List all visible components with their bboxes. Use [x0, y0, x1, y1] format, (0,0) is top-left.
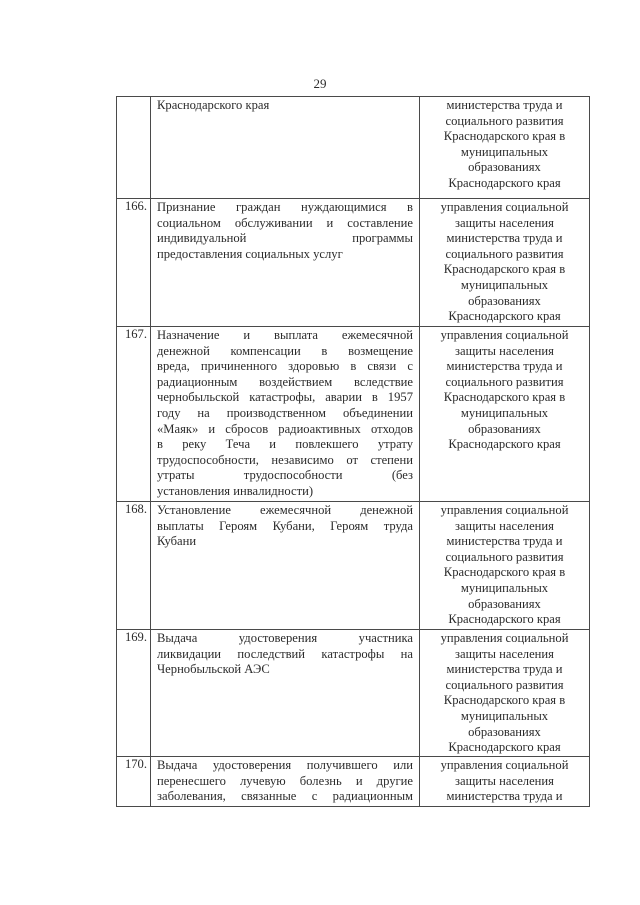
responsible-body [420, 630, 590, 757]
text-line: предоставления социальных услуг [157, 246, 343, 261]
service-name [151, 757, 420, 807]
text-line: защиты населения [455, 518, 554, 533]
text-line: образованиях [468, 724, 541, 739]
row-number: 166. [117, 199, 151, 327]
text-line: муниципальных [460, 405, 549, 420]
text-line: защиты населения [455, 773, 554, 788]
text-line: министерства труда и [446, 534, 563, 549]
row-number [117, 97, 151, 199]
text-line: Краснодарского края [448, 309, 561, 324]
text-line: установления инвалидности) [157, 483, 314, 498]
service-name [151, 327, 420, 502]
text-line: Краснодарского края [448, 740, 561, 755]
text-line: управления социальной [440, 503, 569, 517]
text-line: году на производственном объединении [157, 405, 413, 420]
text-line: Краснодарского края в [443, 693, 566, 708]
text-line: муниципальных [460, 708, 549, 723]
text-line: социального развития [445, 549, 564, 564]
text-line: заболевания, связанные с радиационным [157, 789, 413, 804]
responsible-body [420, 502, 590, 630]
service-name [151, 97, 420, 199]
text-line: социального развития [445, 246, 564, 261]
text-line: в реку Теча и повлекшего утрату [157, 437, 413, 452]
text-line: муниципальных [460, 580, 549, 595]
text-line: «Маяк» и сбросов радиоактивных отходов [157, 421, 413, 436]
text-line: Краснодарского края в [443, 262, 566, 277]
row-number: 170. [117, 757, 151, 807]
text-line: Краснодарского края [448, 175, 561, 190]
text-line: выплаты Героям Кубани, Героям труда [157, 518, 413, 533]
text-line: образованиях [468, 421, 541, 436]
table-row [117, 757, 590, 807]
text-line: индивидуальной программы [157, 231, 413, 246]
text-line: перенесшего лучевую болезнь и другие [157, 773, 413, 788]
text-line: министерства труда и [446, 231, 563, 246]
text-line: образованиях [468, 596, 541, 611]
responsible-body [420, 199, 590, 327]
text-line: образованиях [468, 160, 541, 175]
text-line: управления социальной [440, 328, 569, 342]
services-table [116, 96, 590, 807]
text-line: Назначение и выплата ежемесячной [157, 328, 413, 342]
row-number: 168. [117, 502, 151, 630]
text-line: министерства труда и [446, 98, 563, 112]
table-row [117, 502, 590, 630]
text-line: Установление ежемесячной денежной [157, 503, 413, 517]
text-line: ликвидации последствий катастрофы на [157, 646, 413, 661]
text-line: защиты населения [455, 646, 554, 661]
responsible-body [420, 97, 590, 199]
text-line: управления социальной [440, 758, 569, 772]
text-line: радиационным воздействием вследствие [157, 374, 413, 389]
responsible-body [420, 327, 590, 502]
text-line: муниципальных [460, 277, 549, 292]
row-number: 169. [117, 630, 151, 757]
text-line: вреда, причиненного здоровью в связи с [157, 359, 413, 374]
text-line: муниципальных [460, 144, 549, 159]
text-line: Краснодарского края в [443, 565, 566, 580]
text-line: защиты населения [455, 343, 554, 358]
text-line: Выдача удостоверения получившего или [157, 758, 413, 772]
text-line: защиты населения [455, 215, 554, 230]
text-line: социального развития [445, 677, 564, 692]
text-line: трудоспособности, независимо от степени [157, 452, 413, 467]
row-number: 167. [117, 327, 151, 502]
service-name [151, 502, 420, 630]
text-line: социального развития [445, 374, 564, 389]
table-row [117, 97, 590, 199]
table-row [117, 630, 590, 757]
text-line: Признание граждан нуждающимися в [157, 200, 413, 214]
text-line: денежной компенсации в возмещение [157, 343, 413, 358]
text-line: образованиях [468, 293, 541, 308]
text-line: Кубани [157, 534, 197, 549]
service-name [151, 630, 420, 757]
page-number: 29 [313, 76, 327, 91]
text-line: управления социальной [440, 200, 569, 214]
text-line: Чернобыльской АЭС [157, 662, 270, 677]
text-line: Краснодарского края [448, 612, 561, 627]
text-line: министерства труда и [446, 662, 563, 677]
text-line: Краснодарского края [448, 437, 561, 452]
service-name [151, 199, 420, 327]
table-row [117, 327, 590, 502]
text-line: Выдача удостоверения участника [157, 631, 413, 645]
text-line: Краснодарского края в [443, 390, 566, 405]
text-line: чернобыльской катастрофы, аварии в 1957 [157, 390, 413, 405]
responsible-body [420, 757, 590, 807]
text-line: управления социальной [440, 631, 569, 645]
table-row [117, 199, 590, 327]
text-line: Краснодарского края [157, 98, 270, 112]
text-line: социальном обслуживании и составление [157, 215, 413, 230]
text-line: министерства труда и [446, 359, 563, 374]
text-line: министерства труда и [446, 789, 563, 804]
text-line: социального развития [445, 113, 564, 128]
text-line: Краснодарского края в [443, 129, 566, 144]
text-line: утраты трудоспособности (без [157, 468, 413, 483]
